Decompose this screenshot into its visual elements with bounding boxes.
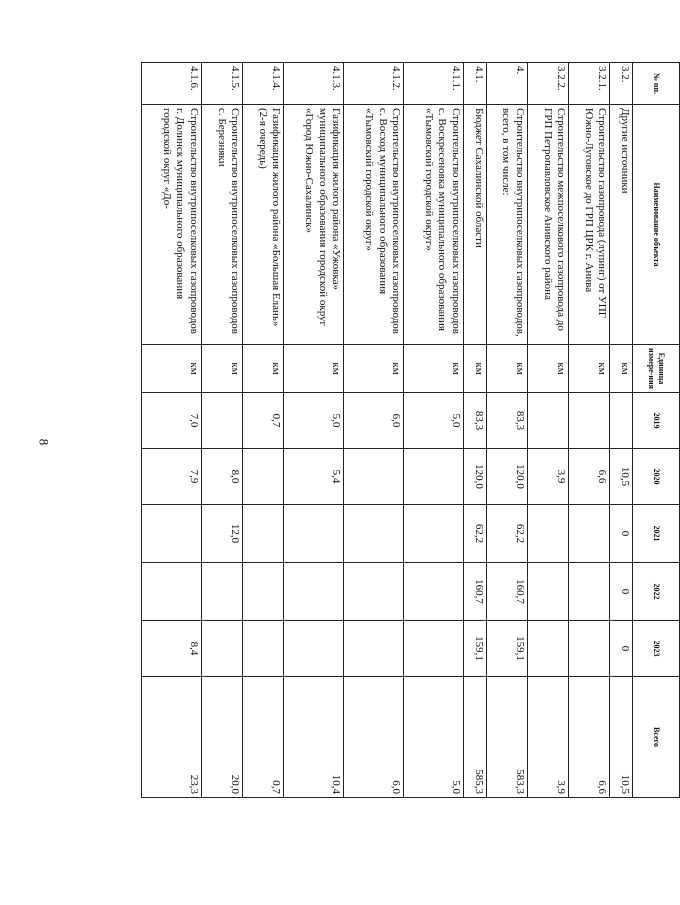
cell-y2023 (201, 621, 242, 677)
cell-total: 6,6 (569, 677, 610, 798)
header-2023: 2023 (633, 621, 680, 677)
cell-y2021 (527, 505, 568, 563)
cell-y2019 (569, 393, 610, 449)
cell-name: Строительство внутрипоселковых газопроводов с. Березняки (201, 105, 242, 345)
cell-unit: км (610, 345, 633, 393)
cell-y2023: 159,1 (486, 621, 527, 677)
cell-y2021 (404, 505, 464, 563)
cell-name: Другие источники (610, 105, 633, 345)
cell-no: 4.1.5. (201, 63, 242, 105)
cell-y2022 (142, 563, 202, 621)
cell-total: 20,0 (201, 677, 242, 798)
table-header-row (633, 63, 680, 798)
cell-name: Строительство внутрипоселковых газопроводов с. Восход муниципального образования «Тымовский городской округ» (344, 105, 404, 345)
cell-y2019: 5,0 (404, 393, 464, 449)
cell-name: Строительство внутрипоселковых газопроводов г. Долинск муниципального образования городской округ «До- (142, 105, 202, 345)
page-number: 8 (36, 438, 52, 446)
header-no: № пп. (633, 63, 680, 105)
table-row (527, 63, 568, 798)
cell-y2019: 7,0 (142, 393, 202, 449)
cell-name: Бюджет Сахалинской области (463, 105, 486, 345)
cell-y2022 (569, 563, 610, 621)
cell-total: 5,0 (404, 677, 464, 798)
cell-unit: км (569, 345, 610, 393)
cell-y2019: 0,7 (243, 393, 284, 449)
rotated-table-wrapper (141, 62, 680, 797)
cell-y2021: 62,2 (463, 505, 486, 563)
table-row (284, 63, 344, 798)
table-row (344, 63, 404, 798)
cell-y2023 (569, 621, 610, 677)
cell-name: Строительство межпоселкового газопровода до ГРП Петропавловское Анивского района (527, 105, 568, 345)
cell-y2021: 0 (610, 505, 633, 563)
cell-total: 0,7 (243, 677, 284, 798)
cell-y2021 (284, 505, 344, 563)
header-unit: Единица измере-ния (633, 345, 680, 393)
cell-y2020: 8,0 (201, 449, 242, 505)
cell-y2022 (344, 563, 404, 621)
cell-y2022 (527, 563, 568, 621)
cell-y2020 (243, 449, 284, 505)
cell-total: 3,9 (527, 677, 568, 798)
cell-name: Строительство внутрипоселковых газопроводов, всего, в том числе: (486, 105, 527, 345)
cell-unit: км (142, 345, 202, 393)
cell-y2019 (201, 393, 242, 449)
cell-no: 4.1. (463, 63, 486, 105)
table-row (404, 63, 464, 798)
cell-y2019: 5,0 (284, 393, 344, 449)
cell-unit: км (527, 345, 568, 393)
header-2021: 2021 (633, 505, 680, 563)
cell-no: 3.2.2. (527, 63, 568, 105)
cell-y2020: 120,0 (463, 449, 486, 505)
cell-y2019: 83,3 (486, 393, 527, 449)
cell-unit: км (243, 345, 284, 393)
cell-y2022: 0 (610, 563, 633, 621)
cell-no: 4.1.1. (404, 63, 464, 105)
header-2020: 2020 (633, 449, 680, 505)
cell-unit: км (486, 345, 527, 393)
table-row (201, 63, 242, 798)
cell-y2019 (610, 393, 633, 449)
cell-no: 4. (486, 63, 527, 105)
cell-total: 10,4 (284, 677, 344, 798)
cell-y2020: 5,4 (284, 449, 344, 505)
cell-y2020: 120,0 (486, 449, 527, 505)
cell-no: 3.2. (610, 63, 633, 105)
cell-y2021 (569, 505, 610, 563)
cell-y2022: 160,7 (486, 563, 527, 621)
cell-y2021 (142, 505, 202, 563)
cell-y2019 (527, 393, 568, 449)
table-row (243, 63, 284, 798)
cell-y2022: 160,7 (463, 563, 486, 621)
cell-y2022 (284, 563, 344, 621)
cell-no: 4.1.3. (284, 63, 344, 105)
cell-no: 4.1.4. (243, 63, 284, 105)
cell-y2023: 159,1 (463, 621, 486, 677)
cell-y2020: 6,6 (569, 449, 610, 505)
cell-total: 6,0 (344, 677, 404, 798)
cell-unit: км (201, 345, 242, 393)
header-total: Всего (633, 677, 680, 798)
cell-no: 4.1.2. (344, 63, 404, 105)
cell-y2023 (527, 621, 568, 677)
cell-y2023 (404, 621, 464, 677)
cell-y2023: 0 (610, 621, 633, 677)
cell-y2021 (243, 505, 284, 563)
cell-unit: км (284, 345, 344, 393)
cell-unit: км (344, 345, 404, 393)
cell-y2021 (344, 505, 404, 563)
cell-name: Строительство газопровода (лупинг) от УПГ Южно-Луговское до ГРП ЦРК г. Анива (569, 105, 610, 345)
table-row (486, 63, 527, 798)
cell-unit: км (463, 345, 486, 393)
table-body (142, 63, 633, 798)
cell-y2022 (243, 563, 284, 621)
cell-unit: км (404, 345, 464, 393)
cell-y2023 (344, 621, 404, 677)
cell-y2023: 8,4 (142, 621, 202, 677)
table-row (142, 63, 202, 798)
cell-y2020: 10,5 (610, 449, 633, 505)
cell-y2021: 12,0 (201, 505, 242, 563)
cell-name: Газификация жилого района «Ужовка» муниципального образования городской округ «Город Южно-Сахалинск» (284, 105, 344, 345)
cell-name: Газификация жилого района «Большая Елань» (2-я очередь) (243, 105, 284, 345)
table-row (610, 63, 633, 798)
header-name: Наименование объекта (633, 105, 680, 345)
cell-total: 585,3 (463, 677, 486, 798)
header-2022: 2022 (633, 563, 680, 621)
cell-y2019: 6,0 (344, 393, 404, 449)
cell-y2022 (404, 563, 464, 621)
cell-y2020 (404, 449, 464, 505)
cell-y2023 (243, 621, 284, 677)
cell-total: 23,3 (142, 677, 202, 798)
cell-y2021: 62,2 (486, 505, 527, 563)
gas-pipeline-table (141, 62, 680, 798)
cell-y2020 (344, 449, 404, 505)
table-row (569, 63, 610, 798)
table-row (463, 63, 486, 798)
cell-total: 10,5 (610, 677, 633, 798)
cell-no: 3.2.1. (569, 63, 610, 105)
cell-y2020: 3,9 (527, 449, 568, 505)
cell-no: 4.1.6. (142, 63, 202, 105)
cell-name: Строительство внутрипоселковых газопроводов с. Воскресеновка муниципального образования «Тымовский городской округ» (404, 105, 464, 345)
cell-total: 583,3 (486, 677, 527, 798)
header-2019: 2019 (633, 393, 680, 449)
cell-y2022 (201, 563, 242, 621)
cell-y2023 (284, 621, 344, 677)
cell-y2020: 7,9 (142, 449, 202, 505)
cell-y2019: 83,3 (463, 393, 486, 449)
